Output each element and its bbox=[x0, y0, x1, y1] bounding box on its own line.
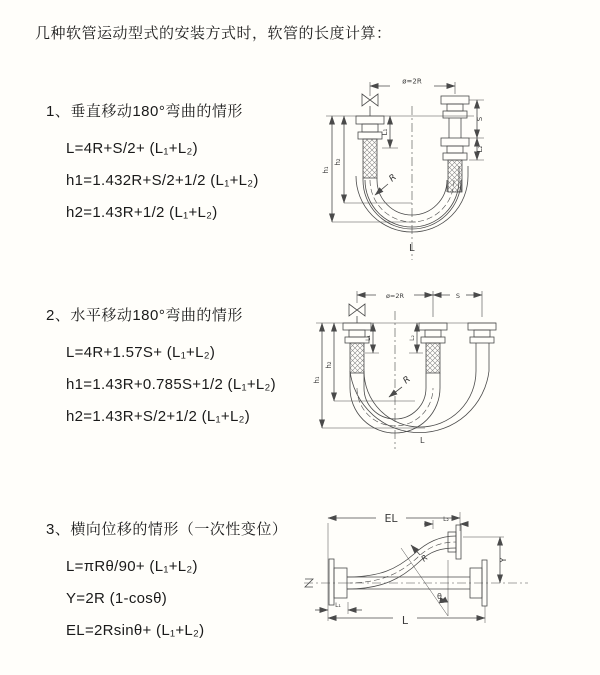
dim-label-h1: h₁ bbox=[322, 166, 330, 174]
formula-line: L=4R+1.57S+ (L₁+L₂) bbox=[66, 344, 216, 361]
dim-label-l2: L₂ bbox=[476, 145, 484, 153]
dim-label-h2: h₂ bbox=[325, 361, 333, 369]
formula-line: h1=1.43R+0.785S+1/2 (L₁+L₂) bbox=[66, 376, 276, 393]
braided-hose-section bbox=[448, 160, 462, 192]
valve-icon bbox=[349, 304, 365, 316]
left-flange bbox=[329, 559, 347, 605]
dim-label-l1: L₁ bbox=[335, 602, 341, 609]
formula-line: Y=2R (1-cosθ) bbox=[66, 590, 168, 607]
hose-s-curve bbox=[347, 536, 456, 589]
dim-label-l: L bbox=[420, 436, 425, 445]
dim-label-h1: h₁ bbox=[313, 376, 321, 384]
section-vertical-movement bbox=[46, 100, 259, 229]
dim-label-el: EL bbox=[384, 512, 398, 525]
right-flange-lower bbox=[441, 138, 469, 160]
diagram-horizontal-180-bend bbox=[310, 283, 600, 457]
formula-line: EL=2Rsinθ+ (L₁+L₂) bbox=[66, 622, 205, 639]
dim-label-l2: L₂ bbox=[409, 335, 416, 341]
diagram-linework bbox=[326, 82, 484, 260]
page-title: 几种软管运动型式的安装方式时，软管的长度计算： bbox=[35, 25, 392, 42]
section-heading: 3、横向位移的情形（一次性变位） bbox=[46, 521, 288, 538]
formula-line: L=4R+S/2+ (L₁+L₂) bbox=[66, 140, 198, 157]
dim-label-l2: L₂ bbox=[443, 516, 449, 523]
dim-label-y: Y bbox=[499, 557, 508, 563]
dim-label-h2: h₂ bbox=[334, 158, 342, 166]
dim-label-r: R bbox=[387, 172, 399, 185]
formula-list bbox=[66, 133, 259, 229]
diagram-linework bbox=[316, 291, 496, 449]
dim-label-s: S bbox=[476, 116, 484, 122]
dim-label-l1: L₁ bbox=[365, 335, 372, 341]
left-flange bbox=[356, 116, 384, 139]
angle-arc bbox=[439, 602, 448, 603]
formula-line: h1=1.432R+S/2+1/2 (L₁+L₂) bbox=[66, 172, 259, 189]
dim-label-span: ø=2R bbox=[402, 77, 422, 86]
dim-label-theta: θ bbox=[437, 592, 442, 601]
formula-line: L=πRθ/90+ (L₁+L₂) bbox=[66, 558, 198, 575]
hose-u-bend bbox=[350, 343, 489, 433]
dim-label-s: S bbox=[455, 292, 461, 300]
middle-flange bbox=[419, 323, 447, 343]
section-horizontal-movement bbox=[46, 304, 276, 433]
dim-label-l: L bbox=[409, 243, 415, 254]
formula-line: h2=1.43R+S/2+1/2 (L₁+L₂) bbox=[66, 408, 251, 425]
dim-label-span: ø=2R bbox=[385, 292, 405, 300]
dim-label-l1: L₁ bbox=[381, 128, 389, 136]
formula-list bbox=[66, 551, 287, 647]
diagram-vertical-180-bend bbox=[312, 70, 600, 266]
formula-list bbox=[66, 337, 276, 433]
diagram-lateral-displacement bbox=[300, 498, 600, 675]
braided-hose-section bbox=[426, 343, 440, 373]
formula-line: h2=1.43R+1/2 (L₁+L₂) bbox=[66, 204, 218, 221]
dim-label-l: L bbox=[401, 614, 409, 627]
section-heading: 1、垂直移动180°弯曲的情形 bbox=[46, 103, 243, 120]
dim-label-r: R bbox=[401, 374, 413, 387]
right-flange-upper bbox=[441, 96, 469, 118]
section-lateral-displacement bbox=[46, 518, 287, 647]
right-flange bbox=[468, 323, 496, 343]
braided-hose-section bbox=[363, 139, 377, 178]
braided-hose-section bbox=[350, 343, 364, 373]
section-heading: 2、水平移动180°弯曲的情形 bbox=[46, 307, 243, 324]
dim-label-r: R bbox=[419, 553, 430, 564]
